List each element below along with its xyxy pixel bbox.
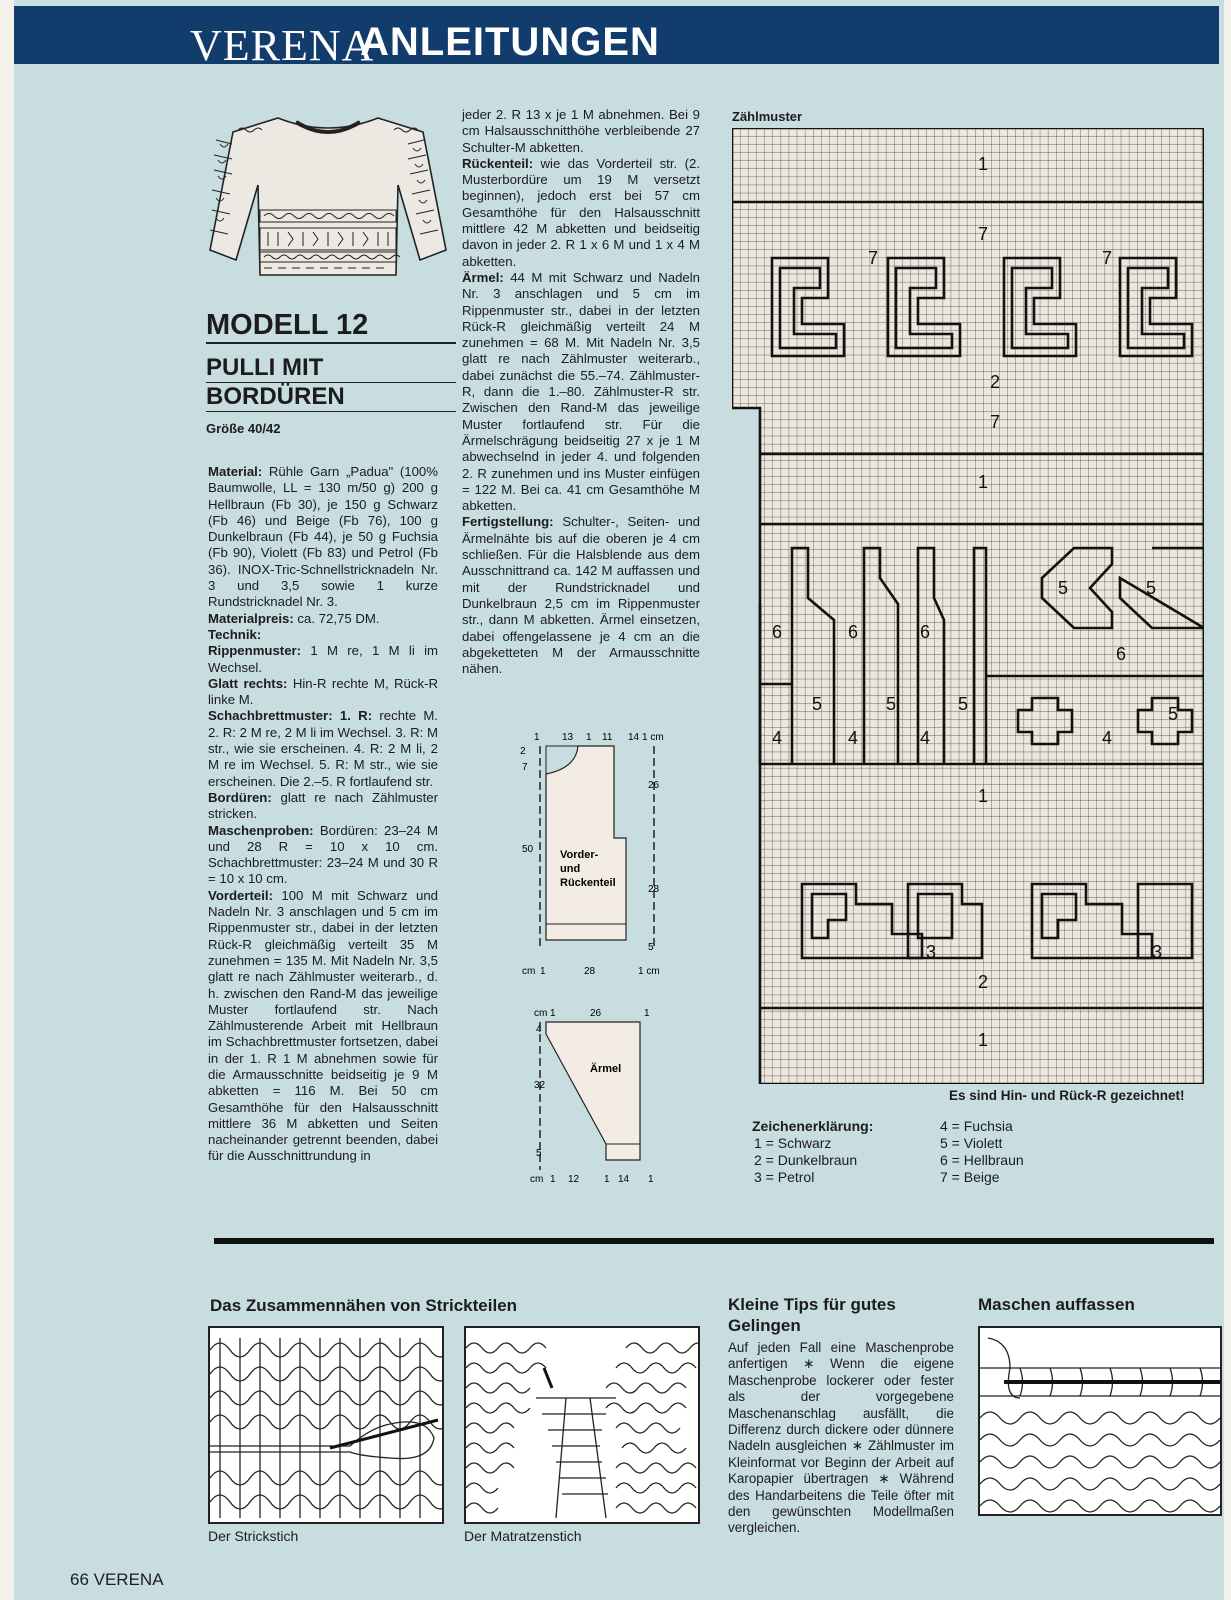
legend-right: [940, 1118, 1024, 1186]
counting-chart: [732, 128, 1204, 1084]
chart-color-number: 4: [1102, 728, 1113, 748]
tips-text: Auf jeden Fall eine Maschenprobe anfertigen ∗ Wenn die eigene Maschenprobe lockerer oder fester als der vorgegebene Maschenanschlag ausfällt, die Differenz durch dickere oder dünnere Nadeln ausgleichen ∗ Zählmuster im Kleinformat vor Beginn der Arbeit auf Karopapier übertragen ∗ Während des Handarbeitens die Teile öfter mit den gewünschten Modellmaßen vergleichen.: [728, 1340, 954, 1536]
chart-color-number: 7: [978, 224, 989, 244]
chart-title: Zählmuster: [732, 109, 803, 124]
instruction-text: Bordüren: 23–24 M und 28 R = 10 x 10 cm. Schachbrettmuster: 23–24 M und 30 R = 10 x 10 cm.: [208, 822, 438, 887]
magazine-page: [14, 0, 1224, 1600]
page-number: 66 VERENA: [70, 1570, 164, 1589]
dim-top-5: 1 cm: [642, 732, 664, 743]
instruction-label: Rückenteil:: [462, 155, 534, 171]
instruction-label: Maschenproben:: [208, 822, 314, 838]
strickstich-illustration: [208, 1326, 444, 1524]
chart-color-number: 5: [1146, 578, 1157, 598]
instruction-paragraph: [462, 107, 700, 156]
instruction-text: 100 M mit Schwarz und Nadeln Nr. 3 anschlagen und 5 cm im Rippenmuster str., dabei in der letzten Rück-R gleichmäßig verteilt 35 M zunehmen = 135 M. Mit Nadeln Nr. 3,5 glatt re nach Zählmuster weiterarb., d. h. zwischen den Rand-M das jeweilige Muster fortlaufend str. Nach Zählmusterende Arbeit mit Hellbraun im Schachbrettmuster fortsetzen, dabei in der 1. R 1 M abnehmen sowie für die Armausschnitte beidseitig je 9 M abketten = 116 M. Bei 50 cm Gesamthöhe für den Halsausschnitt mittlere 36 M abketten und Seiten nacheinander getrennt beenden, dabei für die Ausschnittrundung in: [208, 887, 438, 1164]
sleeve-dim-bottom-4: 14: [618, 1174, 630, 1185]
body-label-1: Vorder-: [560, 849, 599, 861]
instruction-label: Materialpreis:: [208, 610, 294, 626]
dim-top-1: 13: [562, 732, 574, 743]
model-title: [206, 354, 456, 412]
sleeve-label: Ärmel: [590, 1063, 622, 1075]
chart-color-number: 2: [990, 372, 1001, 392]
instruction-paragraph: [462, 514, 700, 677]
sleeve-dim-bottom-3: 1: [604, 1174, 610, 1185]
model-title-line1: PULLI MIT: [206, 354, 456, 383]
instruction-paragraph: [208, 464, 438, 611]
dim-left-2: 50: [522, 844, 534, 855]
instruction-label: Ärmel:: [462, 269, 504, 285]
legend-item: 4 = Fuchsia: [940, 1118, 1013, 1134]
legend-item: 6 = Hellbraun: [940, 1152, 1024, 1168]
pickup-title: Maschen auffassen: [978, 1295, 1135, 1314]
section-divider: [214, 1238, 1214, 1244]
instruction-label: Schachbrettmuster: 1. R:: [208, 708, 373, 724]
dim-right-0: 26: [648, 780, 660, 791]
instruction-paragraph: [208, 611, 438, 627]
legend-item: 7 = Beige: [940, 1169, 1000, 1185]
instruction-label: Fertigstellung:: [462, 514, 554, 530]
instruction-paragraph: [208, 790, 438, 823]
instruction-text: rechte M. 2. R: 2 M re, 2 M li im Wechsel. 3. R: M str., wie sie erscheinen. 4. R: 2 M li, 2 M re im Wechsel. 5. R: M str., wie sie erscheinen. Die 2.–5. R fortlaufend str.: [208, 708, 438, 789]
legend-item: 1 = Schwarz: [754, 1135, 832, 1151]
chart-color-number: 1: [978, 1030, 989, 1050]
size-label: Größe 40/42: [206, 421, 281, 436]
tips-title: [728, 1294, 896, 1336]
instruction-paragraph: [208, 888, 438, 1165]
model-title-line2: BORDÜREN: [206, 383, 456, 412]
legend-item: 3 = Petrol: [754, 1169, 815, 1185]
instruction-text: Schulter-, Seiten- und Ärmelnähte bis auf die oberen je 4 cm schließen. Für die Halsblende aus dem Ausschnittrand ca. 142 M auffassen und mit der Rundstricknadel und Dunkelbraun 2,5 cm im Rippenmuster str., dann M abketten. Ärmel einsetzen, dabei offengelassene je 4 cm an die abgeketteten M der Armausschnitte nähen.: [462, 514, 700, 677]
instruction-label: Technik:: [208, 626, 262, 642]
chart-color-number: 7: [990, 412, 1001, 432]
chart-color-number: 1: [978, 154, 989, 174]
instruction-paragraph: [208, 676, 438, 709]
chart-note: Es sind Hin- und Rück-R gezeichnet!: [949, 1088, 1185, 1103]
sleeve-dim-bottom-1: 1: [550, 1174, 556, 1185]
dim-bottom-0: cm: [522, 966, 536, 977]
chart-color-number: 6: [920, 622, 931, 642]
chart-color-number: 5: [958, 694, 969, 714]
sleeve-schematic: [520, 1004, 670, 1204]
instruction-label: Bordüren:: [208, 789, 272, 805]
sewing-title: Das Zusammennähen von Strickteilen: [210, 1296, 518, 1315]
instruction-text: 1 M re, 1 M li im Wechsel.: [208, 643, 438, 675]
caption-matratzenstich: Der Matratzenstich: [464, 1528, 582, 1544]
chart-color-number: 7: [868, 248, 879, 268]
instruction-text: jeder 2. R 13 x je 1 M abnehmen. Bei 9 cm Halsausschnitthöhe verbleibende 27 Schulter-M abketten.: [462, 107, 700, 155]
instruction-text: 44 M mit Schwarz und Nadeln Nr. 3 anschlagen und 5 cm im Rippenmuster str., dabei in der letzten Rück-R gleichmäßig verteilt 24 M zunehmen = 68 M. Mit Nadeln Nr. 3,5 glatt re nach Zählmuster weiterarb., dabei zunächst die 55.–74. Zählmuster-R, dann die 1.–80. Zählmuster-R str. Zwischen den Rand-M das jeweilige Muster fortlaufend str. Für die Ärmelschrägung beidseitig 27 x je 1 M abwechselnd in jeder 4. und folgenden 2. R zunehmen und ins Muster einfügen = 122 M. Bei ca. 41 cm Gesamthöhe M abketten.: [462, 269, 700, 514]
dim-top-0: 1: [534, 732, 540, 743]
legend-title: Zeichenerklärung:: [752, 1118, 874, 1134]
instruction-paragraph: [462, 270, 700, 514]
instructions-column-2: [462, 107, 700, 677]
chart-color-number: 2: [978, 972, 989, 992]
instruction-label: Glatt rechts:: [208, 675, 288, 691]
dim-top-3: 11: [602, 732, 613, 743]
page-header: [14, 6, 1219, 70]
legend-item: 2 = Dunkelbraun: [754, 1152, 858, 1168]
dim-right-2: 5: [648, 942, 654, 953]
instruction-paragraph: [208, 627, 438, 643]
sleeve-dim-top-2: 26: [590, 1008, 602, 1019]
instruction-text: wie das Vorderteil str. (2. Musterbordüre um 19 M versetzt beginnen), jedoch erst bei 57 cm Gesamthöhe für den Halsausschnitt mittlere 42 M abketten und beidseitig davon in jeder 2. R 1 x 6 M und 1 x 4 M abketten.: [462, 155, 700, 269]
sleeve-dim-top-0: cm: [534, 1008, 548, 1019]
legend-item: 5 = Violett: [940, 1135, 1003, 1151]
sleeve-dim-bottom-0: cm: [530, 1174, 544, 1185]
instruction-label: Rippenmuster:: [208, 643, 302, 659]
maschen-auffassen-illustration: [978, 1326, 1222, 1516]
sleeve-dim-top-3: 1: [644, 1008, 650, 1019]
chart-color-number: 5: [812, 694, 823, 714]
instruction-text: glatt re nach Zählmuster stricken.: [208, 789, 438, 822]
sleeve-dim-bottom-5: 1: [648, 1174, 654, 1185]
instruction-paragraph: [208, 823, 438, 888]
dim-right-1: 28: [648, 884, 660, 895]
dim-left-1: 7: [522, 762, 528, 773]
instruction-text: Rühle Garn „Padua" (100% Baumwolle, LL = 130 m/50 g) 200 g Hellbraun (Fb 30), je 150 g Schwarz (Fb 46) und Beige (Fb 76), 100 g Dunkelbraun (Fb 44), je 50 g Fuchsia (Fb 90), Violett (Fb 83) und Petrol (Fb 36). INOX-Tric-Schnellstricknadeln Nr. 3 und 3,5 sowie 1 kurze Rundstricknadel Nr. 3.: [208, 464, 438, 610]
chart-color-number: 3: [1152, 942, 1163, 962]
instruction-label: Vorderteil:: [208, 887, 273, 903]
model-number: MODELL 12: [206, 309, 456, 344]
chart-color-number: 3: [926, 942, 937, 962]
legend-left: [754, 1135, 857, 1186]
instructions-column-1: [208, 464, 438, 1165]
brand-logo: VERENA: [190, 21, 375, 70]
chart-color-number: 1: [978, 786, 989, 806]
section-title: ANLEITUNGEN: [360, 20, 660, 64]
body-label-3: Rückenteil: [560, 877, 616, 889]
chart-color-number: 4: [772, 728, 783, 748]
instruction-text: Hin-R rechte M, Rück-R linke M.: [208, 675, 438, 708]
instruction-label: Material:: [208, 464, 263, 479]
chart-color-number: 5: [886, 694, 897, 714]
dim-top-2: 1: [586, 732, 592, 743]
sleeve-dim-left-0: 4: [536, 1024, 542, 1035]
instruction-text: ca. 72,75 DM.: [293, 610, 380, 626]
dim-bottom-2: 28: [584, 966, 596, 977]
chart-color-number: 1: [978, 472, 989, 492]
chart-color-number: 6: [772, 622, 783, 642]
chart-color-number: 4: [920, 728, 931, 748]
caption-strickstich: Der Strickstich: [208, 1528, 299, 1544]
sleeve-dim-bottom-2: 12: [568, 1174, 580, 1185]
dim-bottom-3: 1 cm: [638, 966, 660, 977]
instruction-paragraph: [208, 643, 438, 676]
matratzenstich-illustration: [464, 1326, 700, 1524]
chart-color-number: 4: [848, 728, 859, 748]
body-label-2: und: [560, 863, 581, 875]
tips-title-line1: Kleine Tips für gutes: [728, 1295, 896, 1314]
chart-color-number: 6: [1116, 644, 1127, 664]
sleeve-dim-left-1: 32: [534, 1080, 546, 1091]
chart-color-number: 7: [1102, 248, 1113, 268]
chart-color-number: 5: [1058, 578, 1069, 598]
dim-top-4: 14: [628, 732, 640, 743]
sweater-illustration: [208, 110, 448, 305]
body-schematic: [510, 728, 680, 980]
tips-title-line2: Gelingen: [728, 1316, 801, 1335]
dim-left-0: 2: [520, 746, 526, 757]
dim-bottom-1: 1: [540, 966, 546, 977]
chart-color-number: 6: [848, 622, 859, 642]
sleeve-dim-left-2: 5: [536, 1148, 542, 1159]
sleeve-dim-top-1: 1: [550, 1008, 556, 1019]
chart-color-number: 5: [1168, 704, 1179, 724]
instruction-paragraph: [208, 708, 438, 789]
instruction-paragraph: [462, 156, 700, 270]
